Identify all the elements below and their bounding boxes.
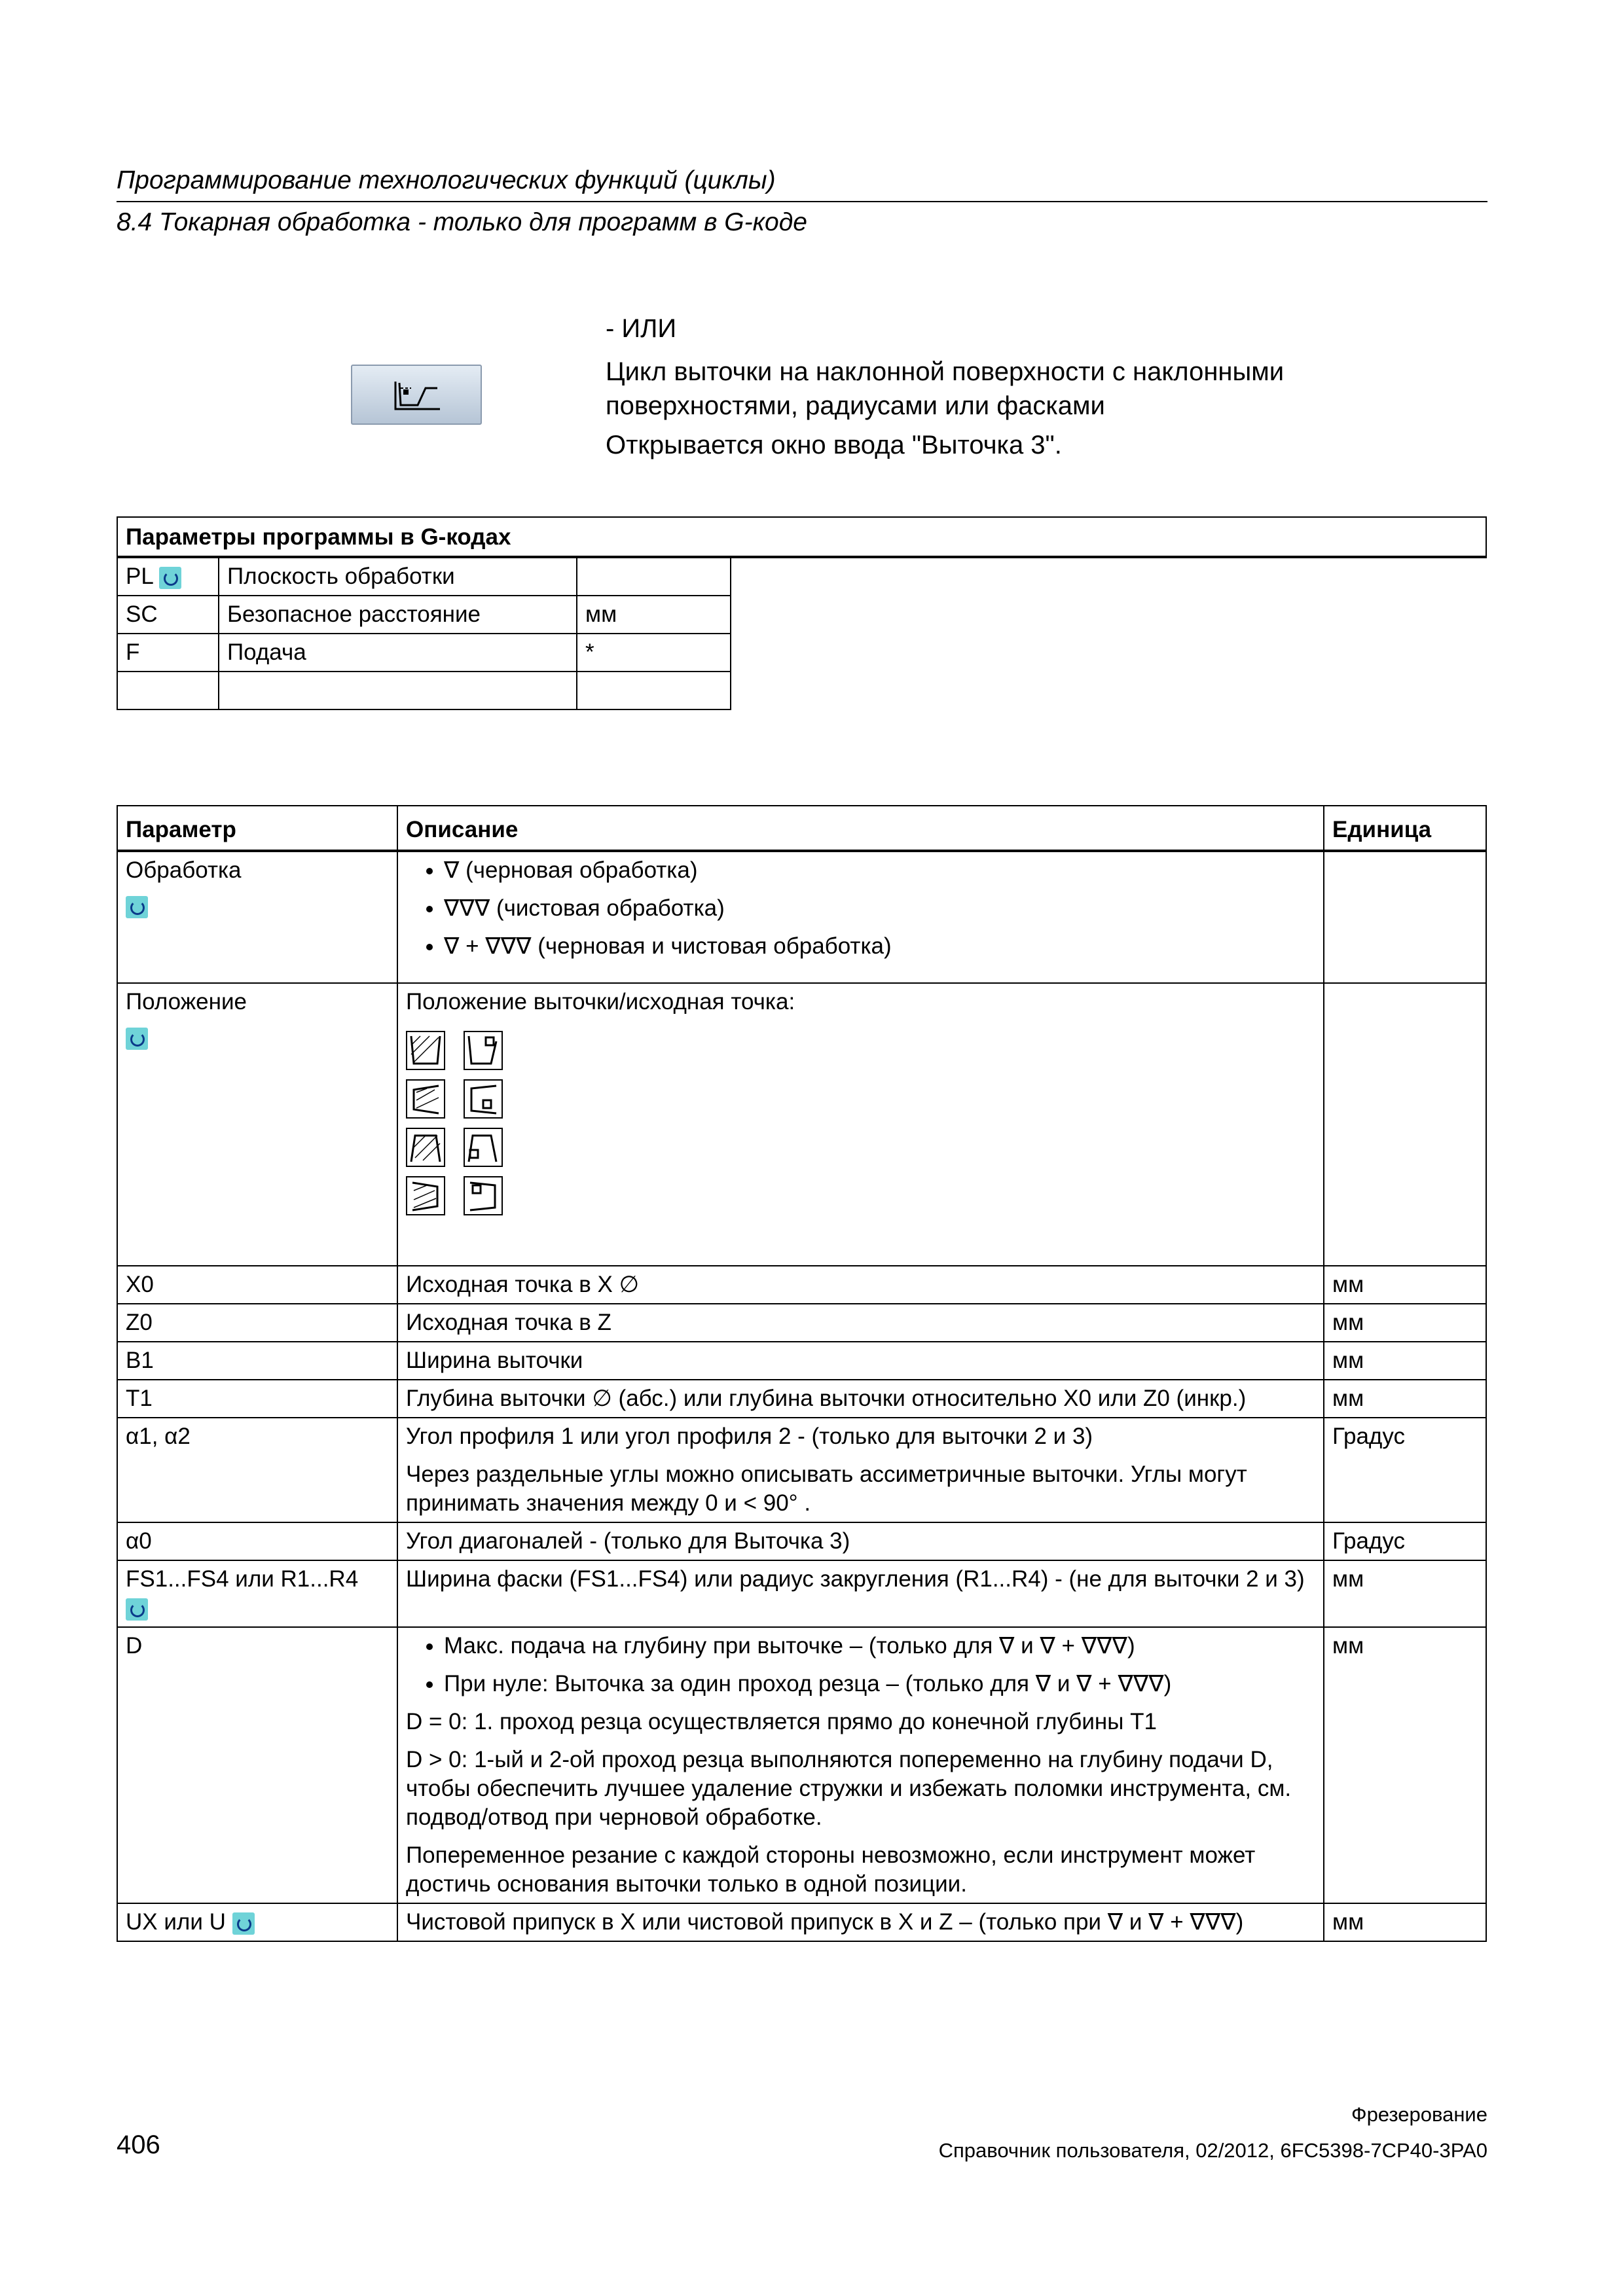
param-unit: мм bbox=[1324, 1304, 1486, 1342]
or-text: - ИЛИ bbox=[606, 314, 677, 343]
groove-face-hatched-icon bbox=[406, 1079, 445, 1119]
param-unit: Градус bbox=[1324, 1418, 1486, 1522]
header-desc: Описание bbox=[397, 806, 1324, 851]
table-row bbox=[117, 1342, 1486, 1380]
d-zero-note: D = 0: 1. проход резца осуществляется прямо до конечной глубины T1 bbox=[406, 1709, 1157, 1734]
param-unit bbox=[577, 672, 731, 709]
alpha-note: Через раздельные углы можно описывать ассиметричные выточки. Углы могут принимать значения между 0 и < 90° . bbox=[406, 1462, 1247, 1516]
gcode-table-title: Параметры программы в G-кодах bbox=[117, 517, 1486, 557]
processing-options bbox=[406, 856, 1315, 961]
footer-product: Фрезерование bbox=[1351, 2103, 1487, 2126]
empty-area bbox=[731, 557, 1486, 709]
param-f: F bbox=[117, 634, 219, 672]
table-row bbox=[117, 1522, 1486, 1560]
groove-inner-point-icon bbox=[464, 1128, 503, 1167]
input-window-text: Открывается окно ввода "Выточка 3". bbox=[606, 431, 1062, 459]
list-item: • При нуле: Выточка за один проход резца – (только для ∇ и ∇ + ∇∇∇) bbox=[444, 1670, 1315, 1698]
table-row bbox=[117, 1627, 1486, 1903]
list-item: • ∇ (черновая обработка) bbox=[444, 856, 1315, 885]
table-row bbox=[117, 1560, 1486, 1627]
slanted-groove-softkey[interactable] bbox=[351, 365, 482, 425]
param-processing: Обработка bbox=[126, 857, 242, 883]
param-unit bbox=[577, 557, 731, 596]
param-d: D bbox=[117, 1627, 397, 1903]
param-desc: Подача bbox=[219, 634, 577, 672]
param-b1: B1 bbox=[117, 1342, 397, 1380]
param-unit: * bbox=[577, 634, 731, 672]
param-desc: Ширина фаски (FS1...FS4) или радиус закругления (R1...R4) - (не для выточки 2 и 3) bbox=[397, 1560, 1324, 1627]
d-positive-note: D > 0: 1-ый и 2-ой проход резца выполняются попеременно на глубину подачи D, чтобы обеспечить лучшее удаление стружки и избежать поломки инструмента, см. подвод/отвод при черновой обработке. bbox=[406, 1747, 1292, 1830]
groove-back-hatched-icon bbox=[406, 1176, 445, 1215]
param-desc bbox=[219, 672, 577, 709]
toggle-icon[interactable] bbox=[159, 567, 181, 589]
groove-back-point-icon bbox=[464, 1176, 503, 1215]
param-t1: T1 bbox=[117, 1380, 397, 1418]
list-item: • Макс. подача на глубину при выточке – (только для ∇ и ∇ + ∇∇∇) bbox=[444, 1632, 1315, 1660]
param-desc: Ширина выточки bbox=[397, 1342, 1324, 1380]
param-desc: Чистовой припуск в X или чистовой припуск в X и Z – (только при ∇ и ∇ + ∇∇∇) bbox=[397, 1903, 1324, 1941]
gcode-params-table bbox=[117, 516, 1487, 710]
toggle-icon[interactable] bbox=[232, 1912, 255, 1935]
d-options bbox=[406, 1632, 1315, 1698]
groove-outer-point-icon bbox=[464, 1031, 503, 1070]
param-alpha: α1, α2 bbox=[117, 1418, 397, 1522]
param-pl: PL bbox=[126, 564, 153, 589]
list-item: • ∇∇∇ (чистовая обработка) bbox=[444, 894, 1315, 923]
table-row bbox=[117, 1266, 1486, 1304]
param-unit: мм bbox=[1324, 1342, 1486, 1380]
param-unit: Градус bbox=[1324, 1522, 1486, 1560]
param-unit: мм bbox=[1324, 1380, 1486, 1418]
table-row bbox=[117, 851, 1486, 983]
page-number: 406 bbox=[117, 2130, 160, 2159]
position-desc: Положение выточки/исходная точка: bbox=[406, 989, 795, 1014]
param-desc: Угол диагоналей - (только для Выточка 3) bbox=[397, 1522, 1324, 1560]
param-sc: SC bbox=[117, 596, 219, 634]
param-fs: FS1...FS4 или R1...R4 bbox=[126, 1566, 359, 1592]
param-empty bbox=[117, 672, 219, 709]
param-z0: Z0 bbox=[117, 1304, 397, 1342]
param-unit: мм bbox=[1324, 1560, 1486, 1627]
param-alpha0: α0 bbox=[117, 1522, 397, 1560]
footer-reference: Справочник пользователя, 02/2012, 6FC5398-7CP40-3PA0 bbox=[938, 2139, 1487, 2162]
header-unit: Единица bbox=[1324, 806, 1486, 851]
cycle-description: Цикл выточки на наклонной поверхности с наклонными поверхностями, радиусами или фасками bbox=[606, 357, 1285, 420]
table-row bbox=[117, 1903, 1486, 1941]
table-row bbox=[117, 1418, 1486, 1522]
table-row bbox=[117, 983, 1486, 1266]
toggle-icon[interactable] bbox=[126, 896, 148, 918]
table-row bbox=[117, 1304, 1486, 1342]
param-unit: мм bbox=[1324, 1266, 1486, 1304]
param-unit: мм bbox=[1324, 1627, 1486, 1903]
param-ux: UX или U bbox=[126, 1909, 226, 1935]
param-desc: Глубина выточки ∅ (абс.) или глубина выточки относительно X0 или Z0 (инкр.) bbox=[397, 1380, 1324, 1418]
section-title: 8.4 Токарная обработка - только для программ в G-коде bbox=[117, 208, 807, 236]
toggle-icon[interactable] bbox=[126, 1028, 148, 1050]
param-desc: Плоскость обработки bbox=[219, 557, 577, 596]
param-x0: X0 bbox=[117, 1266, 397, 1304]
param-unit: мм bbox=[577, 596, 731, 634]
groove-inner-hatched-icon bbox=[406, 1128, 445, 1167]
param-desc: Безопасное расстояние bbox=[219, 596, 577, 634]
groove-outer-hatched-icon bbox=[406, 1031, 445, 1070]
table-row bbox=[117, 1380, 1486, 1418]
param-desc: Исходная точка в Z bbox=[397, 1304, 1324, 1342]
toggle-icon[interactable] bbox=[126, 1598, 148, 1621]
chapter-title: Программирование технологических функций (циклы) bbox=[117, 166, 776, 194]
list-item: • ∇ + ∇∇∇ (черновая и чистовая обработка) bbox=[444, 932, 1315, 961]
header-rule bbox=[117, 201, 1487, 202]
slanted-groove-icon bbox=[392, 375, 444, 416]
param-position: Положение bbox=[126, 989, 247, 1014]
table-row bbox=[117, 557, 1486, 596]
header-param: Параметр bbox=[117, 806, 397, 851]
d-alternate-note: Попеременное резание с каждой стороны невозможно, если инструмент может достичь основания выточки только в одной позиции. bbox=[406, 1842, 1256, 1897]
param-desc: Исходная точка в X ∅ bbox=[397, 1266, 1324, 1304]
groove-face-point-icon bbox=[464, 1079, 503, 1119]
parameters-table bbox=[117, 805, 1487, 1942]
alpha-desc: Угол профиля 1 или угол профиля 2 - (только для выточки 2 и 3) bbox=[406, 1424, 1093, 1449]
param-unit: мм bbox=[1324, 1903, 1486, 1941]
